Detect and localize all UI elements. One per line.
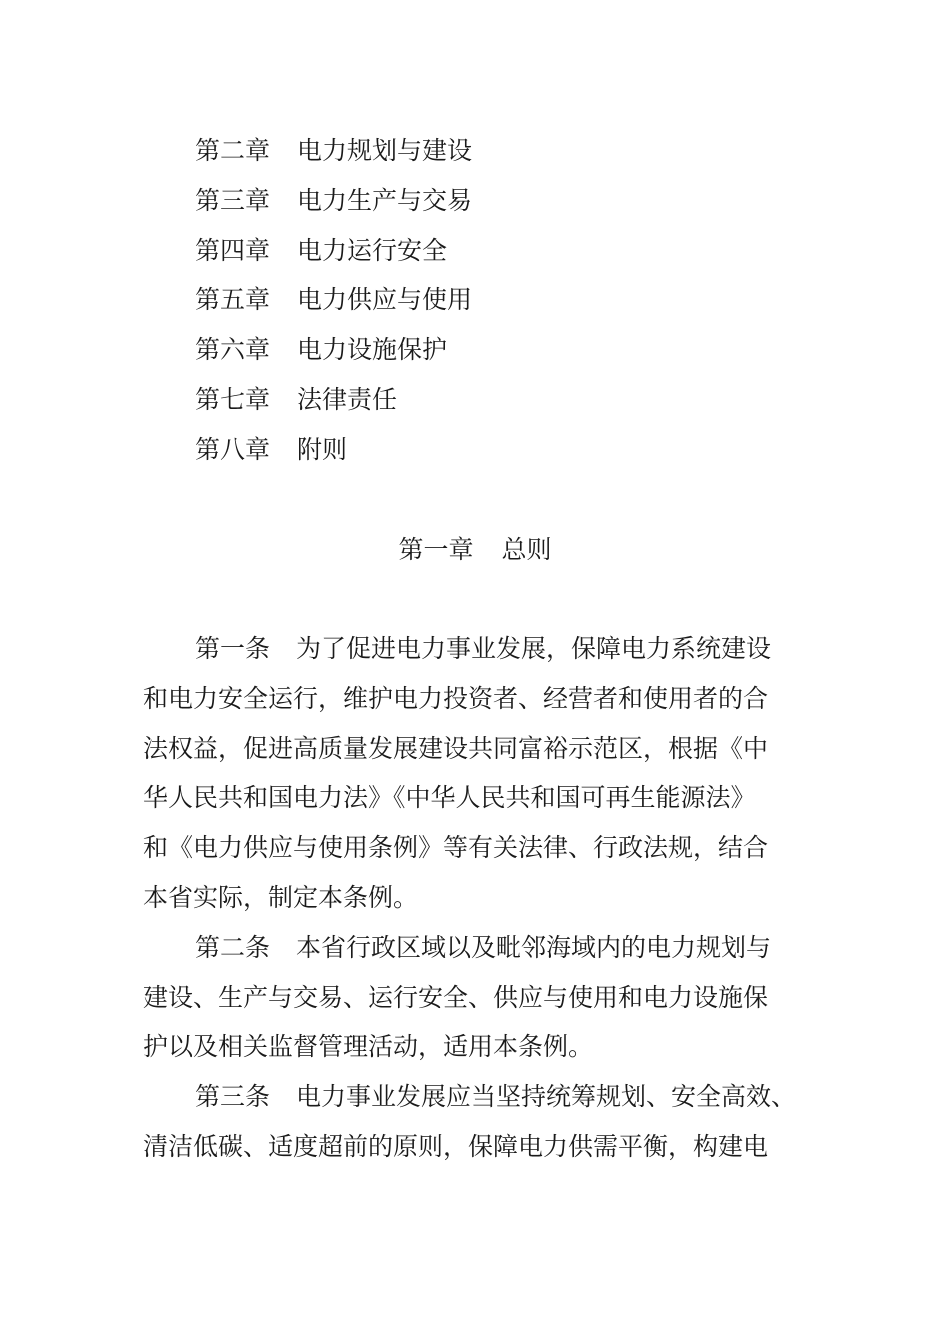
toc-chapter-title: 法律责任 bbox=[297, 384, 398, 414]
table-of-contents bbox=[195, 126, 472, 475]
toc-chapter-title: 附则 bbox=[297, 434, 348, 464]
article-line: 华人民共和国电力法》《中华人民共和国可再生能源法》 bbox=[143, 783, 756, 813]
article-number: 第二条 bbox=[195, 932, 271, 962]
toc-chapter-number: 第四章 bbox=[195, 235, 271, 265]
article-first-line bbox=[143, 624, 808, 674]
toc-item bbox=[195, 375, 472, 425]
article-line: 清洁低碳、适度超前的原则，保障电力供需平衡，构建电 bbox=[143, 1131, 769, 1161]
toc-chapter-number: 第八章 bbox=[195, 434, 271, 464]
toc-chapter-title: 电力规划与建设 bbox=[297, 136, 473, 165]
article-line: 和《电力供应与使用条例》等有关法律、行政法规，结合 bbox=[143, 833, 769, 863]
toc-chapter-number: 第二章 bbox=[195, 136, 271, 165]
toc-item bbox=[195, 275, 472, 325]
article-line: 法权益，促进高质量发展建设共同富裕示范区，根据《中 bbox=[143, 733, 769, 763]
article-line: 护以及相关监督管理活动，适用本条例。 bbox=[143, 1032, 594, 1062]
article-line: 和电力安全运行，维护电力投资者、经营者和使用者的合 bbox=[143, 683, 769, 713]
toc-chapter-number: 第七章 bbox=[195, 384, 271, 414]
toc-chapter-title: 电力生产与交易 bbox=[297, 185, 473, 215]
toc-chapter-title: 电力运行安全 bbox=[297, 235, 448, 265]
toc-item bbox=[195, 425, 472, 475]
article-text: 本省行政区域以及毗邻海域内的电力规划与 bbox=[296, 932, 772, 962]
toc-chapter-number: 第五章 bbox=[195, 285, 271, 315]
toc-chapter-number: 第六章 bbox=[195, 335, 271, 365]
toc-item bbox=[195, 226, 472, 276]
article-body bbox=[143, 624, 808, 1172]
toc-chapter-title: 电力设施保护 bbox=[297, 335, 448, 365]
toc-chapter-number: 第三章 bbox=[195, 185, 271, 215]
toc-item bbox=[195, 176, 472, 226]
article-number: 第三条 bbox=[195, 1082, 271, 1112]
article-text: 电力事业发展应当坚持统筹规划、安全高效、 bbox=[296, 1082, 797, 1112]
chapter-number: 第一章 bbox=[398, 535, 474, 564]
toc-chapter-title: 电力供应与使用 bbox=[297, 285, 473, 315]
chapter-title: 总则 bbox=[501, 535, 552, 564]
toc-item bbox=[195, 126, 472, 176]
toc-item bbox=[195, 325, 472, 375]
article-line: 建设、生产与交易、运行安全、供应与使用和电力设施保 bbox=[143, 982, 769, 1012]
article-text: 为了促进电力事业发展，保障电力系统建设 bbox=[296, 634, 772, 663]
article-first-line bbox=[143, 1072, 808, 1122]
article-number: 第一条 bbox=[195, 634, 271, 663]
article-first-line bbox=[143, 923, 808, 973]
article-line: 本省实际，制定本条例。 bbox=[143, 882, 419, 912]
chapter-heading bbox=[0, 525, 950, 575]
